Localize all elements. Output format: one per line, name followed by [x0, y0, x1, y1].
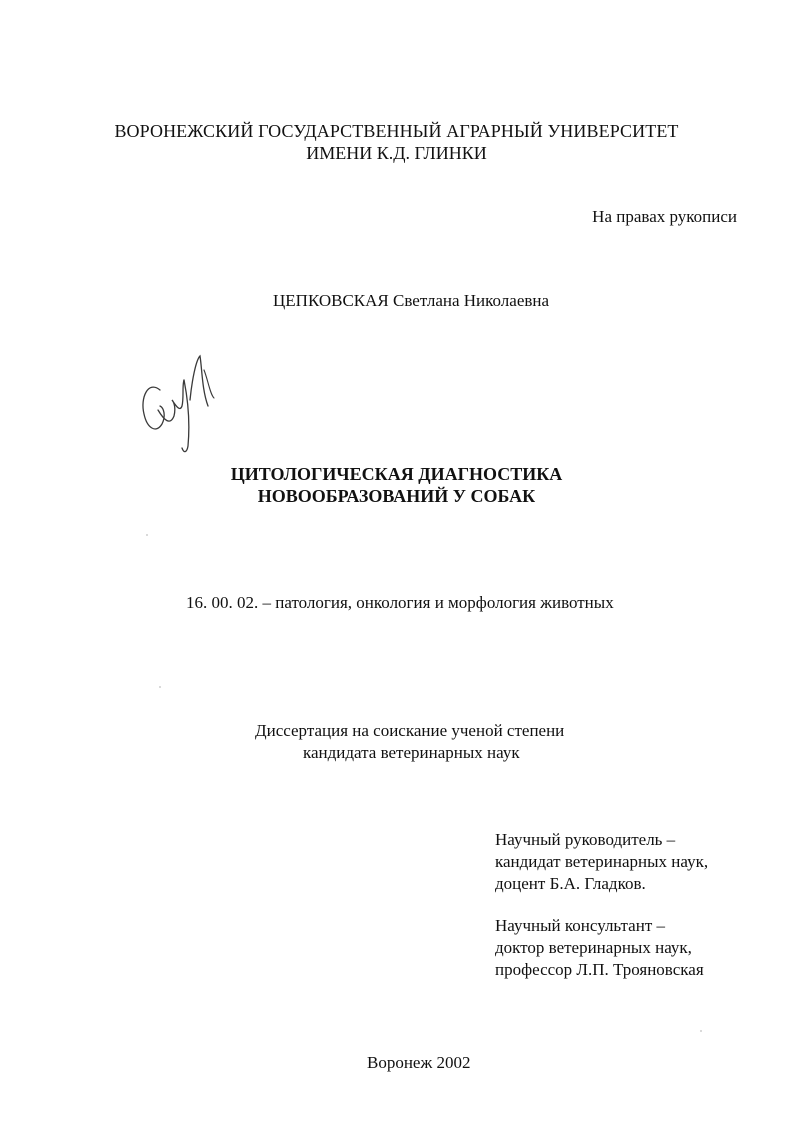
dissertation-title-line1: ЦИТОЛОГИЧЕСКАЯ ДИАГНОСТИКА	[230, 464, 563, 484]
handwritten-signature	[138, 350, 220, 454]
university-name-line1: ВОРОНЕЖСКИЙ ГОСУДАРСТВЕННЫЙ АГРАРНЫЙ УНИВЕРСИТЕТ	[114, 121, 679, 141]
degree-statement-line2: кандидата ветеринарных наук	[303, 743, 520, 762]
city-year: Воронеж 2002	[367, 1053, 471, 1072]
supervisor-line3: доцент Б.А. Гладков.	[495, 874, 646, 893]
scan-speck	[146, 534, 148, 536]
scan-speck	[159, 686, 161, 688]
supervisor-line1: Научный руководитель –	[495, 830, 676, 849]
degree-statement-line1: Диссертация на соискание ученой степени	[255, 721, 565, 740]
scan-speck	[700, 1030, 702, 1032]
consultant-line1: Научный консультант –	[495, 916, 665, 935]
dissertation-title-line2: НОВООБРАЗОВАНИЙ У СОБАК	[257, 486, 536, 506]
university-name-line2: ИМЕНИ К.Д. ГЛИНКИ	[306, 143, 487, 163]
consultant-line2: доктор ветеринарных наук,	[495, 938, 692, 957]
specialty-code: 16. 00. 02. – патология, онкология и морфология животных	[186, 593, 614, 612]
supervisor-line2: кандидат ветеринарных наук,	[495, 852, 709, 871]
author-name: ЦЕПКОВСКАЯ Светлана Николаевна	[273, 291, 550, 310]
consultant-line3: профессор Л.П. Трояновская	[495, 960, 704, 979]
rights-note: На правах рукописи	[592, 207, 737, 226]
